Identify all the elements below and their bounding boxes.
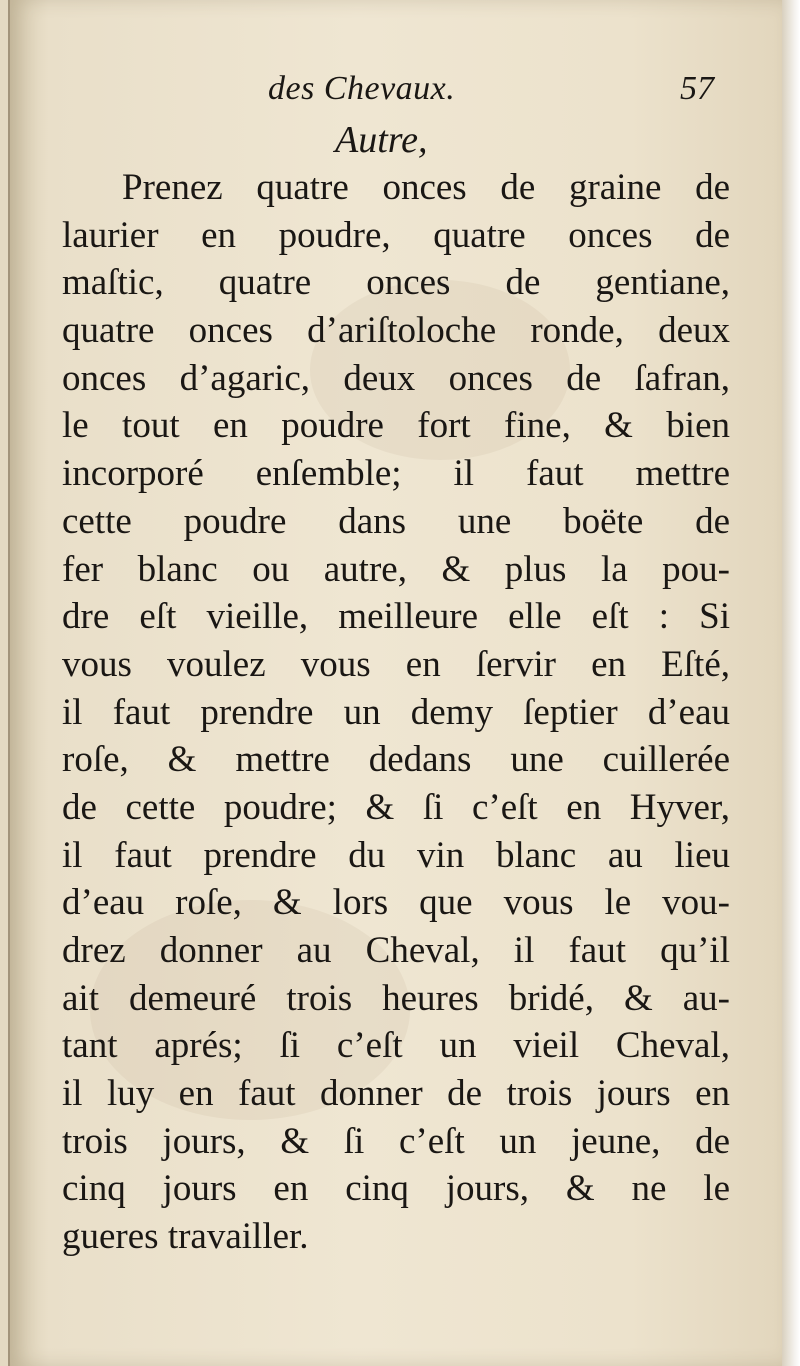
page-number: 57 — [680, 70, 714, 107]
running-head: des Chevaux. — [268, 70, 456, 107]
text-line: laurier en poudre, quatre onces de — [62, 214, 730, 256]
text-line: Prenez quatre onces de graine de — [122, 167, 730, 208]
body-text — [62, 164, 730, 1261]
text-line: trois jours, & ſi c’eſt un jeune, de — [62, 1120, 730, 1162]
text-line: onces d’agaric, deux onces de ſafran, — [62, 357, 730, 399]
text-line: incorporé enſemble; il faut mettre — [62, 453, 730, 495]
text-line: dre eſt vieille, meilleure elle eſt : Si — [62, 596, 730, 638]
text-line: le tout en poudre fort fine, & bien — [62, 405, 730, 447]
text-line: d’eau roſe, & lors que vous le vou- — [62, 882, 730, 924]
text-line: il faut prendre un demy ſeptier d’eau — [62, 691, 730, 733]
text-line: ait demeuré trois heures bridé, & au- — [62, 977, 730, 1019]
text-line: maſtic, quatre onces de gentiane, — [62, 262, 730, 304]
text-line: gueres travailler. — [62, 1216, 309, 1258]
text-line: cinq jours en cinq jours, & ne le — [62, 1168, 730, 1210]
text-line: roſe, & mettre dedans une cuillerée — [62, 739, 730, 781]
text-line: drez donner au Cheval, il faut qu’il — [62, 930, 730, 971]
text-line: quatre onces d’ariſtoloche ronde, deux — [62, 310, 730, 352]
page-edge — [782, 0, 800, 1366]
text-line: il faut prendre du vin blanc au lieu — [62, 834, 730, 876]
text-line: il luy en faut donner de trois jours en — [62, 1073, 730, 1115]
text-line: tant aprés; ſi c’eſt un vieil Cheval, — [62, 1025, 730, 1067]
text-line: cette poudre dans une boëte de — [62, 500, 730, 542]
section-title: Autre, — [335, 119, 428, 161]
text-line: fer blanc ou autre, & plus la pou- — [62, 548, 730, 590]
text-line: de cette poudre; & ſi c’eſt en Hyver, — [62, 786, 730, 828]
text-line: vous voulez vous en ſervir en Eſté, — [62, 643, 730, 685]
